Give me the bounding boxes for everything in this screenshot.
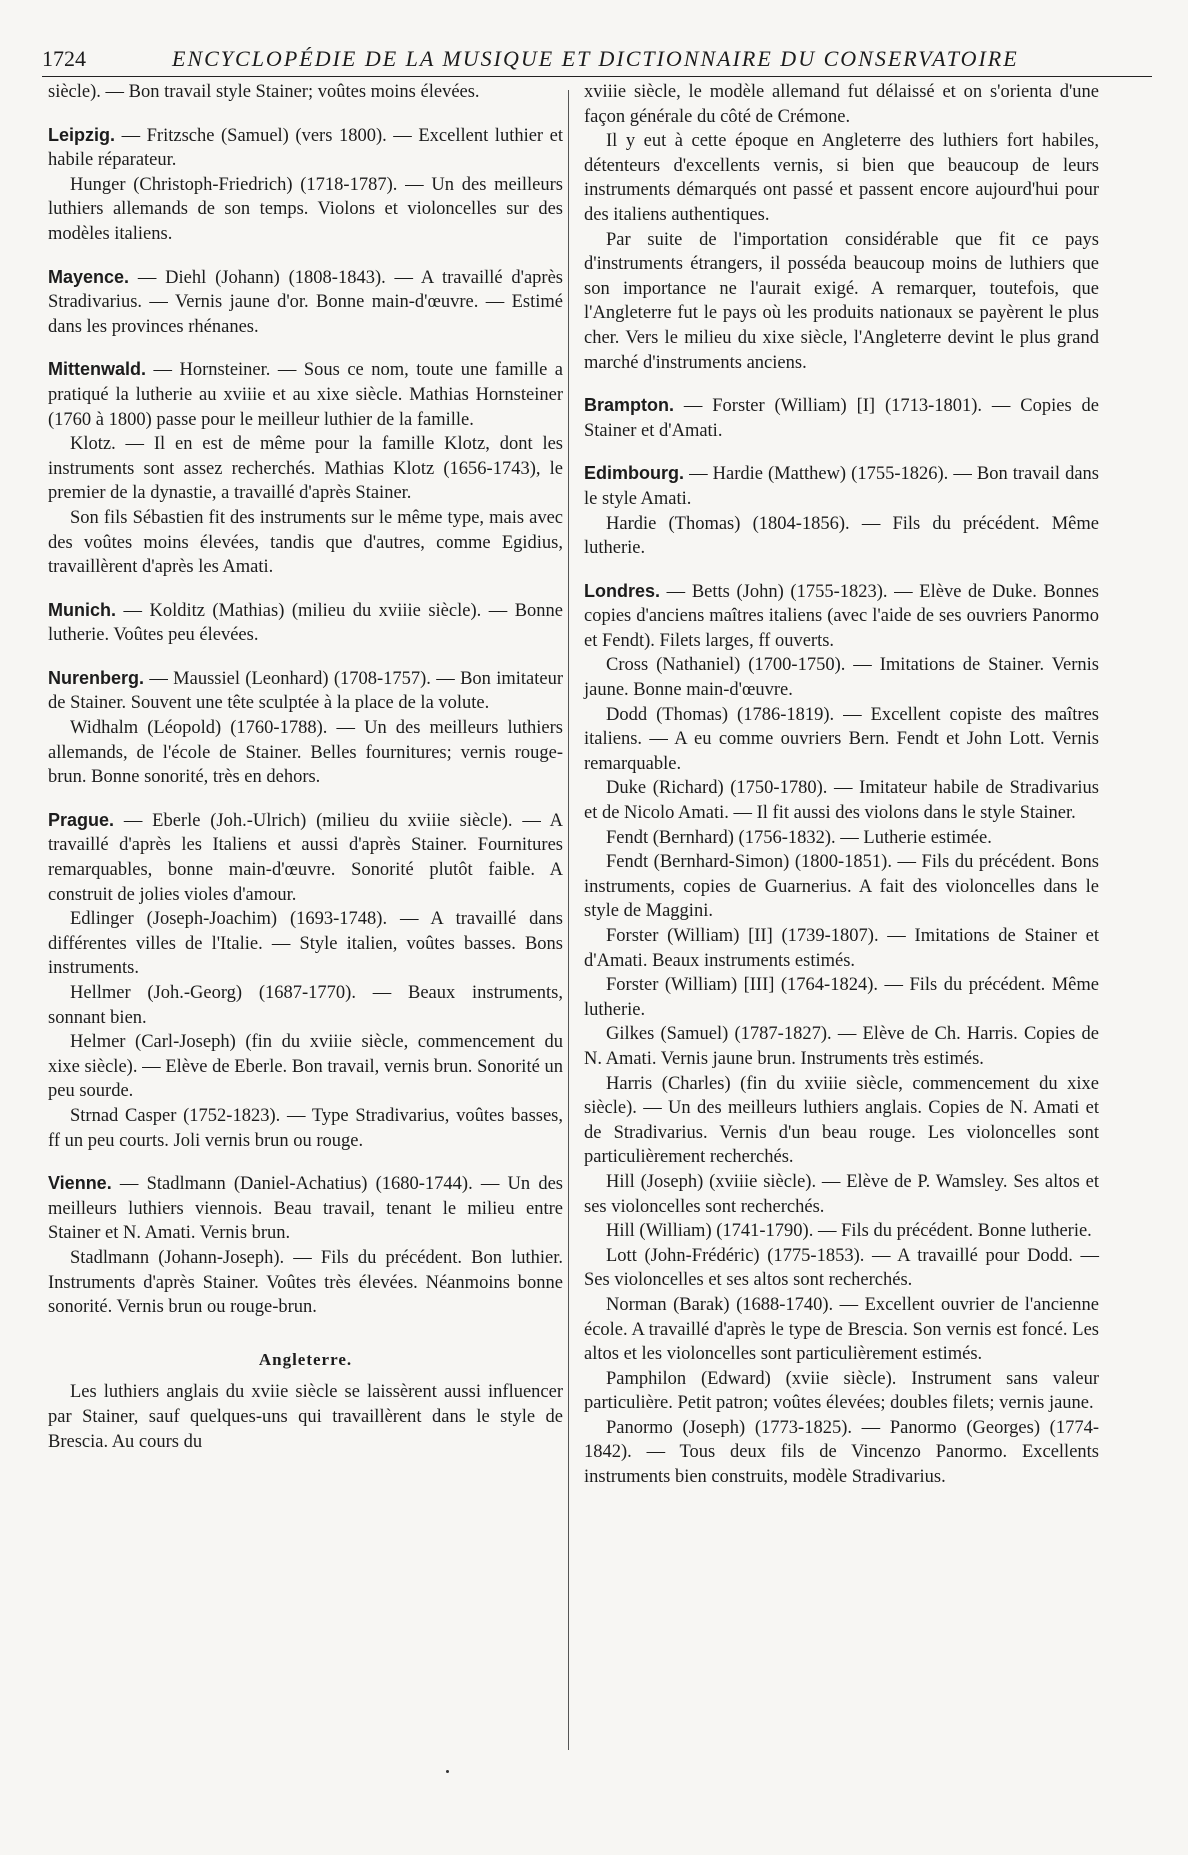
luthier-entry <box>48 1246 563 1320</box>
luthier-entry <box>48 808 563 907</box>
right-city-blocks <box>584 393 1099 1490</box>
section-heading: Angleterre. <box>258 1349 353 1369</box>
entry-text: — Maussiel (Leonhard) (1708-1757). — Bon imitateur de Stainer. Souvent une tête sculptée à la place de la volute. <box>48 668 564 714</box>
city-name: Prague. <box>48 809 115 830</box>
entry-text: Duke (Richard) (1750-1780). — Imitateur habile de Stradivarius et de Nicolo Amati. — Il fit aussi des violons dans le style Stainer. <box>584 778 1099 824</box>
city-entry <box>48 808 563 1153</box>
entry-text: Hill (Joseph) (xviiie siècle). — Elève de P. Wamsley. Ses altos et ses violoncelles sont recherchés. <box>584 1171 1099 1217</box>
luthier-entry <box>48 1104 563 1153</box>
entry-text: Widhalm (Léopold) (1760-1788). — Un des meilleurs luthiers allemands, de l'école de Stainer. Belles fournitures; vernis rouge-brun. Bonne sonorité, très en dehors. <box>48 718 563 788</box>
entry-text: Strnad Casper (1752-1823). — Type Stradivarius, voûtes basses, ff un peu courts. Joli vernis brun ou rouge. <box>48 1105 563 1151</box>
entry-text: Son fils Sébastien fit des instruments sur le même type, mais avec des voûtes moins élevées, tandis que d'autres, comme Egidius, travaillèrent d'après les Amati. <box>48 507 563 578</box>
carry-over-paragraph: Il y eut à cette époque en Angleterre des luthiers fort habiles, détenteurs d'excellents vernis, si bien que beaucoup de leurs instruments démarqués ont passé et passent encore aujourd'hui pour des italiens authentiques. <box>584 131 1099 225</box>
city-entry <box>48 666 563 790</box>
city-name: Edimbourg. <box>584 463 684 484</box>
luthier-entry <box>584 461 1099 511</box>
luthier-entry <box>584 850 1099 924</box>
entry-text: Hunger (Christoph-Friedrich) (1718-1787). — Un des meilleurs luthiers allemands de son temps. Violons et violoncelles sur des modèles italiens. <box>48 174 563 244</box>
luthier-entry <box>48 123 563 173</box>
luthier-entry <box>584 653 1099 702</box>
city-entry <box>48 598 563 648</box>
luthier-entry <box>584 1219 1099 1244</box>
carry-over-text: siècle). — Bon travail style Stainer; voûtes moins élevées. <box>48 82 480 102</box>
entry-text: Klotz. — Il en est de même pour la famille Klotz, dont les instruments sont assez recherchés. Mathias Klotz (1656-1743), le premier de la dynastie, a travaillé d'après Stainer. <box>48 434 563 504</box>
luthier-entry <box>584 776 1099 825</box>
city-entry <box>584 393 1099 443</box>
entry-text: Forster (William) [II] (1739-1807). — Imitations de Stainer et d'Amati. Beaux instruments estimés. <box>584 926 1099 971</box>
city-name: Nurenberg. <box>48 667 145 688</box>
luthier-entry <box>584 512 1099 561</box>
city-name: Mittenwald. <box>48 359 146 380</box>
entry-text: Gilkes (Samuel) (1787-1827). — Elève de Ch. Harris. Copies de N. Amati. Vernis jaune brun. Instruments très estimés. <box>584 1024 1099 1069</box>
entry-text: — Diehl (Johann) (1808-1843). — A travaillé d'après Stradivarius. — Vernis jaune d'or. Bonne main-d'œuvre. — Estimé dans les provinces rhénanes. <box>48 267 563 337</box>
left-city-blocks <box>48 123 563 1320</box>
entry-text: Forster (William) [III] (1764-1824). — Fils du précédent. Même lutherie. <box>584 975 1099 1020</box>
luthier-entry <box>48 907 563 981</box>
entry-text: Fendt (Bernhard-Simon) (1800-1851). — Fils du précédent. Bons instruments, copies de Guarnerius. A fait des violoncelles dans le style de Maggini. <box>584 852 1099 922</box>
entry-text: Harris (Charles) (fin du xviiie siècle, commencement du xixe siècle). — Un des meilleurs luthiers anglais. Copies de N. Amati et de Stradivarius. Vernis d'un beau rouge. Les violoncelles sont particulièrement recherchés. <box>584 1073 1099 1168</box>
running-header <box>42 42 1152 77</box>
luthier-entry <box>48 716 563 790</box>
luthier-entry <box>584 1416 1099 1490</box>
entry-text: Hardie (Thomas) (1804-1856). — Fils du précédent. Même lutherie. <box>584 513 1099 559</box>
luthier-entry <box>48 981 563 1030</box>
luthier-entry <box>584 924 1099 973</box>
left-column <box>48 80 563 1454</box>
luthier-entry <box>48 666 563 716</box>
entry-text: Edlinger (Joseph-Joachim) (1693-1748). — A travaillé dans différentes villes de l'Italie. — Style italien, voûtes basses. Bons instruments. <box>48 909 563 979</box>
city-name: Londres. <box>584 580 661 601</box>
entry-text: Hellmer (Joh.-Georg) (1687-1770). — Beaux instruments, sonnant bien. <box>48 983 563 1028</box>
city-name: Vienne. <box>48 1173 112 1194</box>
entry-text: Fendt (Bernhard) (1756-1832). — Lutherie estimée. <box>606 827 992 848</box>
luthier-entry <box>584 1244 1099 1293</box>
entry-text: Dodd (Thomas) (1786-1819). — Excellent copiste des maîtres italiens. — A eu comme ouvriers Bern. Fendt et John Lott. Vernis remarquable. <box>584 704 1099 774</box>
luthier-entry <box>48 265 563 340</box>
entry-text: Norman (Barak) (1688-1740). — Excellent ouvrier de l'ancienne école. A travaillé d'après le type de Brescia. Son vernis est foncé. Les altos et les violoncelles sont particulièrement estimés. <box>584 1294 1099 1365</box>
luthier-entry <box>48 432 563 506</box>
section-intro: Les luthiers anglais du xviie siècle se laissèrent aussi influencer par Stainer, sauf quelques-uns qui travaillèrent dans le style de Brescia. Au cours du <box>48 1382 563 1452</box>
entry-text: — Hardie (Matthew) (1755-1826). — Bon travail dans le style Amati. <box>584 464 1099 509</box>
entry-text: — Fritzsche (Samuel) (vers 1800). — Excellent luthier et habile réparateur. <box>48 125 564 171</box>
city-name: Brampton. <box>584 395 674 416</box>
entry-text: Panormo (Joseph) (1773-1825). — Panormo (Georges) (1774-1842). — Tous deux fils de Vincenzo Panormo. Excellents instruments bien construits, modèle Stradivarius. <box>584 1417 1099 1488</box>
luthier-entry <box>584 579 1099 654</box>
entry-text: — Eberle (Joh.-Ulrich) (milieu du xviiie siècle). — A travaillé d'après les Italiens et aussi d'après Stainer. Fournitures remarquables, bonne main-d'œuvre. Sonorité plutôt faible. A construit de jolies violes d'amour. <box>48 810 563 905</box>
entry-text: Hill (William) (1741-1790). — Fils du précédent. Bonne lutherie. <box>606 1221 1092 1242</box>
entry-text: Pamphilon (Edward) (xviie siècle). Instrument sans valeur particulière. Petit patron; voûtes élevées; doubles filets; vernis jaune. <box>584 1368 1099 1414</box>
luthier-entry <box>584 1170 1099 1219</box>
city-entry <box>48 357 563 579</box>
column-divider <box>568 90 569 1750</box>
right-column <box>584 80 1099 1490</box>
carry-over-paragraph: xviiie siècle, le modèle allemand fut délaissé et on s'orienta d'une façon générale du côté de Crémone. <box>584 82 1099 127</box>
luthier-entry <box>584 1072 1099 1170</box>
luthier-entry <box>584 1367 1099 1416</box>
entry-text: — Betts (John) (1755-1823). — Elève de Duke. Bonnes copies d'anciens maîtres italiens (avec l'aide de ses ouvriers Panormo et Fendt). Filets larges, ff ouverts. <box>584 581 1100 651</box>
entry-text: Cross (Nathaniel) (1700-1750). — Imitations de Stainer. Vernis jaune. Bonne main-d'œuvre. <box>584 655 1099 701</box>
luthier-entry <box>584 1022 1099 1071</box>
entry-text: Lott (John-Frédéric) (1775-1853). — A travaillé pour Dodd. — Ses violoncelles et ses altos sont recherchés. <box>584 1245 1099 1291</box>
luthier-entry <box>48 1171 563 1246</box>
luthier-entry <box>584 393 1099 443</box>
city-name: Leipzig. <box>48 124 115 145</box>
city-entry <box>584 461 1099 560</box>
city-entry <box>48 123 563 247</box>
luthier-entry <box>48 357 563 432</box>
luthier-entry <box>584 1293 1099 1367</box>
entry-text: — Hornsteiner. — Sous ce nom, toute une famille a pratiqué la lutherie au xviiie et au xixe siècle. Mathias Hornsteiner (1760 à 1800) passe pour le meilleur luthier de la famille. <box>48 360 563 430</box>
luthier-entry <box>48 1030 563 1104</box>
entry-text: Helmer (Carl-Joseph) (fin du xviiie siècle, commencement du xixe siècle). — Elève de Eberle. Bon travail, vernis brun. Sonorité un peu sourde. <box>48 1032 563 1102</box>
page-mark <box>446 1770 449 1773</box>
running-title: ENCYCLOPÉDIE DE LA MUSIQUE ET DICTIONNAIRE DU CONSERVATOIRE <box>172 46 1019 71</box>
city-name: Mayence. <box>48 266 130 287</box>
entry-text: — Stadlmann (Daniel-Achatius) (1680-1744). — Un des meilleurs luthiers viennois. Beau travail, tenant le milieu entre Stainer et N. Amati. Vernis brun. <box>48 1174 563 1244</box>
luthier-entry <box>584 826 1099 851</box>
luthier-entry <box>48 598 563 648</box>
luthier-entry <box>48 173 563 247</box>
carry-over-paragraph: Par suite de l'importation considérable que fit ce pays d'instruments étrangers, il posséda beaucoup moins de luthiers que son importance ne l'aurait exigé. A remarquer, toutefois, que l'Angleterre fut le pays où les produits nationaux se payèrent le plus cher. Vers le milieu du xixe siècle, l'Angleterre devint le plus grand marché d'instruments anciens. <box>584 229 1099 373</box>
right-carry-over <box>584 80 1099 375</box>
city-name: Munich. <box>48 599 116 620</box>
entry-text: Stadlmann (Johann-Joseph). — Fils du précédent. Bon luthier. Instruments d'après Stainer. Voûtes très élevées. Néanmoins bonne sonorité. Vernis brun ou rouge-brun. <box>48 1247 563 1318</box>
luthier-entry <box>48 506 563 580</box>
city-entry <box>48 265 563 340</box>
entry-text: — Kolditz (Mathias) (milieu du xviiie siècle). — Bonne lutherie. Voûtes peu élevées. <box>48 600 563 646</box>
luthier-entry <box>584 703 1099 777</box>
city-entry <box>584 579 1099 1490</box>
page-number: 1724 <box>42 46 86 71</box>
city-entry <box>48 1171 563 1320</box>
entry-text: — Forster (William) [I] (1713-1801). — Copies de Stainer et d'Amati. <box>584 396 1099 441</box>
luthier-entry <box>584 973 1099 1022</box>
